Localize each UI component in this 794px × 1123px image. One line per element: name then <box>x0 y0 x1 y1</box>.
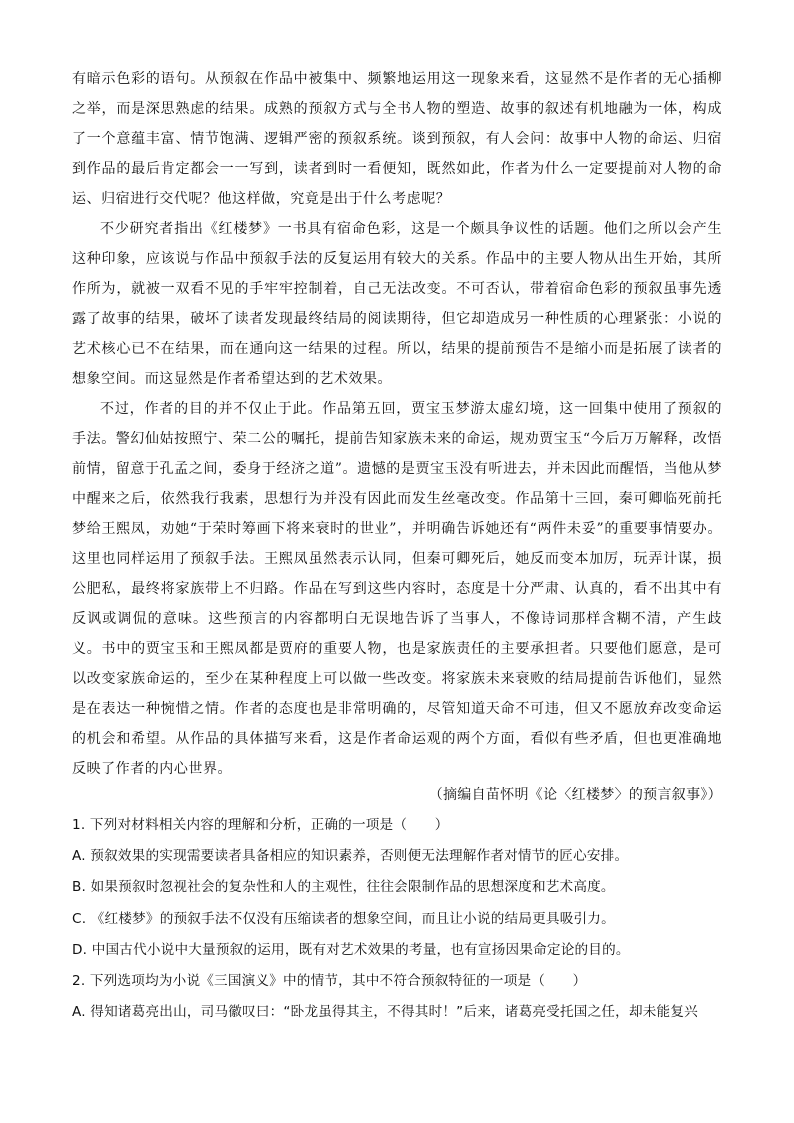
reading-passage <box>72 64 722 784</box>
question-1-option-d: D. 中国古代小说中大量预叙的运用，既有对艺术效果的考量，也有宣扬因果命定论的目的。 <box>72 941 630 958</box>
passage-paragraph-3: 不过，作者的目的并不仅止于此。作品第五回，贾宝玉梦游太虚幻境，这一回集中使用了预叙的手法。警幻仙姑按照宁、荣二公的嘱托，提前告知家族未来的命运，规劝贾宝玉“今后万万解释，改悟前情，留意于孔孟之间，委身于经济之道”。遗憾的是贾宝玉没有听进去，并未因此而醒悟，当他从梦中醒来之后，依然我行我素，思想行为并没有因此而发生丝毫改变。作品第十三回，秦可卿临死前托梦给王熙凤，劝她“于荣时筹画下将来衰时的世业”，并明确告诉她还有“两件未妥”的重要事情要办。这里也同样运用了预叙手法。王熙凤虽然表示认同，但秦可卿死后，她反而变本加厉，玩弄计谋，损公肥私，最终将家族带上不归路。作品在写到这些内容时，态度是十分严肃、认真的，看不出其中有反讽或调侃的意味。这些预言的内容都明白无误地告诉了当事人，不像诗词那样含糊不清，产生歧义。书中的贾宝玉和王熙凤都是贾府的重要人物，也是家族责任的主要承担者。只要他们愿意，是可以改变家族命运的，至少在某种程度上可以做一些改变。将家族未来衰败的结局提前告诉他们，显然是在表达一种惋惜之情。作者的态度也是非常明确的，尽管知道天命不可违，但又不愿放弃改变命运的机会和希望。从作品的具体描写来看，这是作者命运观的两个方面，看似有些矛盾，但也更准确地反映了作者的内心世界。 <box>72 401 722 777</box>
question-1-option-c: C. 《红楼梦》的预叙手法不仅没有压缩读者的想象空间，而且让小说的结局更具吸引力。 <box>72 910 615 927</box>
passage-source: （摘编自苗怀明《论〈红楼梦〉的预言叙事》） <box>428 787 722 803</box>
question-2-stem: 2. 下列选项均为小说《三国演义》中的情节，其中不符合预叙特征的一项是（ ） <box>72 973 587 990</box>
question-1-option-a: A. 预叙效果的实现需要读者具备相应的知识素养，否则便无法理解作者对情节的匠心安排。 <box>72 848 629 865</box>
passage-paragraph-2: 不少研究者指出《红楼梦》一书具有宿命色彩，这是一个颇具争议性的话题。他们之所以会产生这种印象，应该说与作品中预叙手法的反复运用有较大的关系。作品中的主要人物从出生开始，其所作所为，就被一双看不见的手牢牢控制着，自己无法改变。不可否认，带着宿命色彩的预叙虽事先透露了故事的结果，破坏了读者发现最终结局的阅读期待，但它却造成另一种性质的心理紧张：小说的艺术核心已不在结果，而在通向这一结果的过程。所以，结果的提前预告不是缩小而是拓展了读者的想象空间。而这显然是作者希望达到的艺术效果。 <box>72 221 722 387</box>
passage-paragraph-1: 有暗示色彩的语句。从预叙在作品中被集中、频繁地运用这一现象来看，这显然不是作者的无心插柳之举，而是深思熟虑的结果。成熟的预叙方式与全书人物的塑造、故事的叙述有机地融为一体，构成了一个意蕴丰富、情节饱满、逻辑严密的预叙系统。谈到预叙，有人会问：故事中人物的命运、归宿到作品的最后肯定都会一一写到，读者到时一看便知，既然如此，作者为什么一定要提前对人物的命运、归宿进行交代呢？他这样做，究竟是出于什么考虑呢？ <box>72 71 722 207</box>
question-section <box>72 810 732 1028</box>
question-2-option-a: A. 得知诸葛亮出山，司马徽叹曰：“卧龙虽得其主，不得其时！”后来，诸葛亮受托国之任，却未能复兴 <box>72 1004 698 1021</box>
question-1-option-b: B. 如果预叙时忽视社会的复杂性和人的主观性，往往会限制作品的思想深度和艺术高度。 <box>72 879 615 896</box>
question-1-stem: 1. 下列对材料相关内容的理解和分析，正确的一项是（ ） <box>72 817 449 833</box>
